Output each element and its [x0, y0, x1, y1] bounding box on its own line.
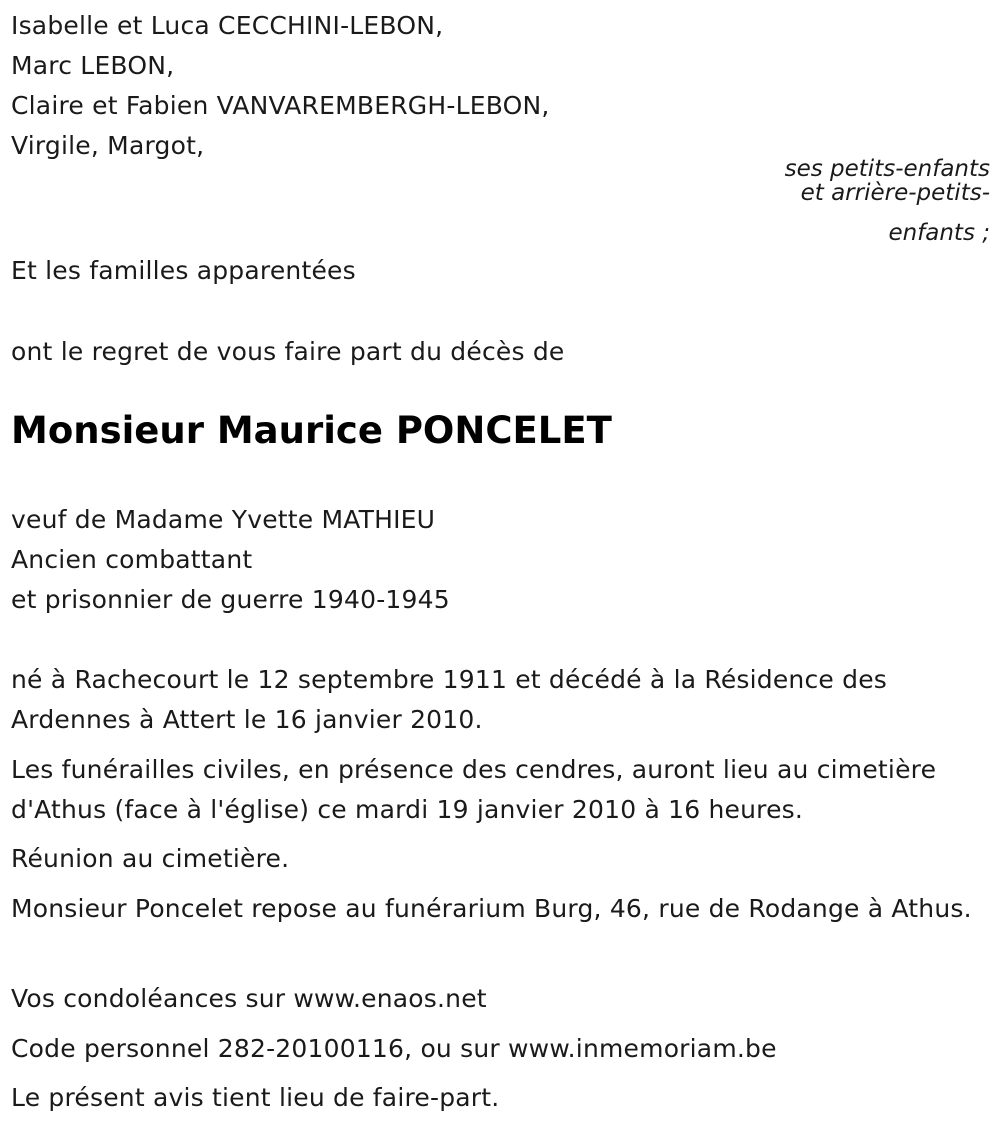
rest-paragraph: Monsieur Poncelet repose au funérarium Burg, 46, rue de Rodange à Athus.	[11, 894, 972, 923]
relation-line-2: et arrière-petits-	[800, 180, 990, 206]
relation-line-3: enfants ;	[888, 220, 990, 246]
relation-line-1: ses petits-enfants	[784, 156, 990, 182]
family-line-2: Marc LEBON,	[11, 51, 175, 80]
detail-line-2: Ancien combattant	[11, 545, 253, 574]
birth-death-paragraph: né à Rachecourt le 12 septembre 1911 et décédé à la Résidence des Ardennes à Attert le 16 janvier 2010.	[11, 665, 888, 734]
family-line-1: Isabelle et Luca CECCHINI-LEBON,	[11, 11, 444, 40]
code-paragraph: Code personnel 282-20100116, ou sur www.inmemoriam.be	[11, 1034, 777, 1063]
condolences-paragraph: Vos condoléances sur www.enaos.net	[11, 984, 487, 1013]
families-line: Et les familles apparentées	[11, 256, 356, 285]
family-line-4: Virgile, Margot,	[11, 131, 205, 160]
detail-line-1: veuf de Madame Yvette MATHIEU	[11, 505, 436, 534]
regret-line: ont le regret de vous faire part du décès de	[11, 337, 565, 366]
notice-paragraph: Le présent avis tient lieu de faire-part.	[11, 1083, 500, 1112]
deceased-name: Monsieur Maurice PONCELET	[11, 409, 612, 452]
detail-line-3: et prisonnier de guerre 1940-1945	[11, 585, 450, 614]
meeting-paragraph: Réunion au cimetière.	[11, 844, 290, 873]
family-line-3: Claire et Fabien VANVAREMBERGH-LEBON,	[11, 91, 550, 120]
funeral-paragraph: Les funérailles civiles, en présence des cendres, auront lieu au cimetière d'Athus (face à l'église) ce mardi 19 janvier 2010 à 16 heures.	[11, 755, 937, 824]
